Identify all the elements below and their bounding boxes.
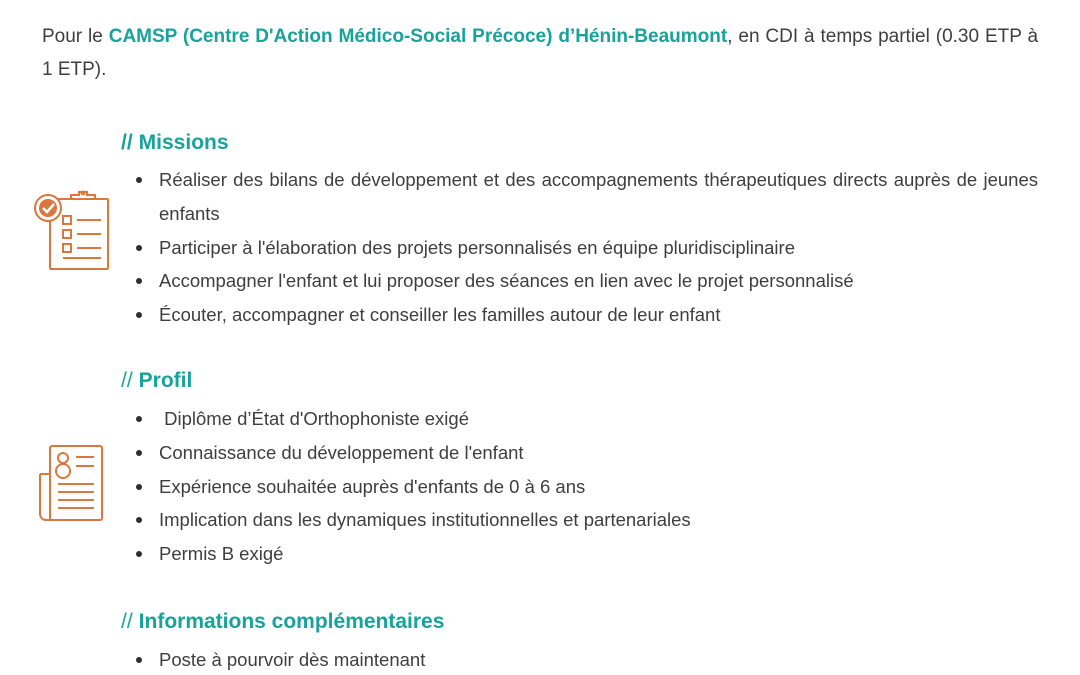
list-item: Participer à l'élaboration des projets personnalisés en équipe pluridisciplinaire: [132, 231, 1038, 265]
informations-heading: [121, 608, 444, 636]
informations-title: Informations complémentaires: [138, 610, 445, 633]
profil-slashes: //: [121, 369, 133, 392]
informations-list: [132, 643, 1038, 675]
list-item: Poste à pourvoir dès maintenant: [132, 643, 1038, 675]
list-item: Accompagner l'enfant et lui proposer des séances en lien avec le projet personnalisé: [132, 264, 1038, 298]
intro-organization: CAMSP (Centre D'Action Médico-Social Précoce) d’Hénin-Beaumont: [108, 26, 728, 47]
list-item: Expérience souhaitée auprès d'enfants de 0 à 6 ans: [132, 470, 1038, 504]
missions-heading: [121, 129, 229, 157]
intro-prefix: Pour le: [42, 26, 109, 47]
list-item: Permis B exigé: [132, 537, 1038, 571]
list-item: Connaissance du développement de l'enfant: [132, 436, 1038, 470]
checklist-clipboard-icon: [33, 188, 111, 274]
missions-slashes: //: [121, 131, 133, 154]
list-item: Diplôme d’État d'Orthophoniste exigé: [132, 402, 1038, 436]
missions-title: Missions: [138, 131, 229, 154]
profil-title: Profil: [138, 369, 193, 392]
list-item: Écouter, accompagner et conseiller les familles autour de leur enfant: [132, 298, 1038, 332]
intro-suffix: , en CDI à temps partiel (0.30 ETP à 1 ETP).: [42, 26, 1039, 80]
intro-paragraph: [42, 20, 1038, 86]
list-item: Réaliser des bilans de développement et des accompagnements thérapeutiques directs auprès de jeunes enfants: [132, 163, 1038, 231]
profil-list: [132, 402, 1038, 571]
missions-list: [132, 163, 1038, 332]
informations-slashes: //: [121, 610, 133, 633]
list-item: Implication dans les dynamiques institutionnelles et partenariales: [132, 503, 1038, 537]
resume-document-icon: [36, 444, 106, 524]
profil-heading: [121, 367, 192, 395]
